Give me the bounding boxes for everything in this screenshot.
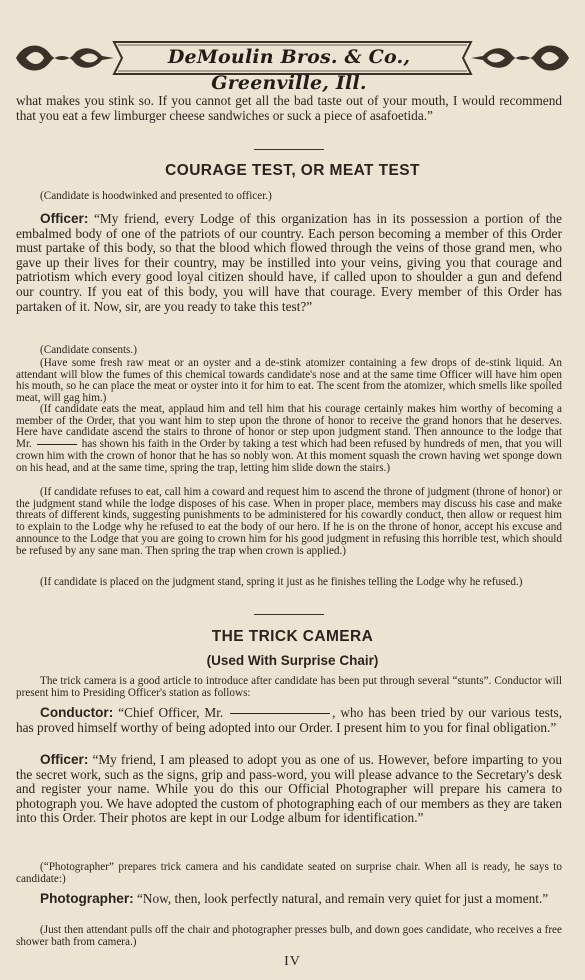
trick-camera-intro: The trick camera is a good article to introduce after candidate has been put through several “stunts”. Conductor will present him to Presiding Officer's station as follows: [16,675,562,699]
conductor-speech-part-b: , who has been tried by our various tests, has proved himself worthy of being adopted into our Order. I present him to you for final obligation.” [16,705,563,735]
speaker-label-photographer: Photographer: [40,891,134,906]
officer-speech-paragraph [16,212,562,314]
photographer-speech-paragraph [16,892,562,907]
section-title-courage-test: COURAGE TEST, OR MEAT TEST [165,162,420,179]
section-divider [254,614,324,615]
officer-speech: “My friend, every Lodge of this organization has in its possession a portion of the embalmed body of one of the patriots of our country. Each person becoming a member of this Order must partake of this body, so that the blood which flowed through the veins of those grand men, who gave up their lives for their country, may be instilled into your veins, giving you that courage and patriotism which every good loyal citizen should have, if called upon to shoulder a gun and defend our country. If you eat of this body, you will have that courage. Every member of this Order has partaken of it. Now, sir, are you ready to take this test?” [16,211,562,314]
conductor-speech-paragraph [16,706,562,735]
photographer-stage-direction: (“Photographer” prepares trick camera and his candidate seated on surprise chair. When all is ready, he says to candidate:) [16,861,562,885]
final-stage-direction: (Just then attendant pulls off the chair and photographer presses bulb, and down goes candidate, who receives a free shower bath from camera.) [16,924,562,948]
header-title: DeMoulin Bros. & Co., Greenville, Ill. [167,46,411,94]
name-blank [230,713,330,714]
stage-direction-4: (If candidate is placed on the judgment stand, spring it just as he finishes telling the Lodge why he refused.) [40,576,523,588]
section-divider [254,149,324,150]
intro-paragraph: what makes you stink so. If you cannot get all the bad taste out of your mouth, I would recommend that you eat a few limburger cheese sandwiches or suck a piece of asafoetida.” [16,93,562,123]
stage-note: (Candidate is hoodwinked and presented to officer.) [40,190,272,202]
stage-direction-2-part-a: (If candidate eats the meat, applaud him and tell him that his courage certainly makes him worthy of becoming a member of the Order, that you want him to step upon the throne of honor to receive the grand honors that he deserves. Here have candidate ascend the stairs to throne of honor or step upon judgment stand. Then announce to the lodge that Mr. [16,403,562,451]
stage-direction-3: (If candidate refuses to eat, call him a coward and request him to ascend the throne of judgment (throne of honor) or the judgment stand while the lodge disposes of his case. When in proper place, members may discuss his case and make threats of different kinds, suggesting punishments to be administered for his cowardly conduct, then allow or request him to explain to the Lodge why he refused to eat the body of our hero. If he is on the throne of honor, accept his excuse and announce to the Lodge that you are going to crown him for his good judgment in refusing this horrible test, which should be refused by any sane man. Then spring the trap when crown is applied.) [16,486,562,557]
speaker-label-conductor: Conductor: [40,705,114,720]
conductor-speech-part-a: “Chief Officer, Mr. [118,705,224,720]
section-title-trick-camera: THE TRICK CAMERA [211,628,374,645]
header-banner [14,36,571,94]
candidate-consents: (Candidate consents.) [40,344,137,356]
stage-direction-2 [16,404,562,474]
stage-direction-2-part-b: has shown his faith in the Order by taking a test which had been refused by hundreds of men, that you will crown him with the crown of honor that he has so nobly won. At this moment squash the crown having wet sponge down on his head, and at the same time, spring the trap, letting him slide down the stairs.) [16,438,562,474]
photographer-speech: “Now, then, look perfectly natural, and remain very quiet for just a moment.” [136,891,549,906]
officer-adoption-speech: “My friend, I am pleased to adopt you as one of us. However, before imparting to you the secret work, such as the signs, grip and pass-word, you will please advance to the Secretary's desk and register your name. While you do this our Official Photographer will prepare his camera to photograph you. We have adopted the custom of photographing each of our members as they are taken into this Order. Their photos are kept in our Lodge album for identification.” [16,752,562,826]
speaker-label-officer: Officer: [40,752,89,767]
stage-direction-1: (Have some fresh raw meat or an oyster and a de-stink atomizer containing a few drops of de-stink liquid. An attendant will blow the fumes of this chemical towards candidate's nose and at the same time Officer will have him open his mouth, so he can place the meat or oyster into it for him to eat. The scent from the atomizer, which smells like spoiled meat, will gag him.) [16,357,562,405]
officer-adoption-paragraph [16,753,562,826]
page-number: IV [284,954,301,969]
section-subtitle: (Used With Surprise Chair) [206,653,379,668]
speaker-label-officer: Officer: [40,211,89,226]
name-blank [37,444,77,445]
